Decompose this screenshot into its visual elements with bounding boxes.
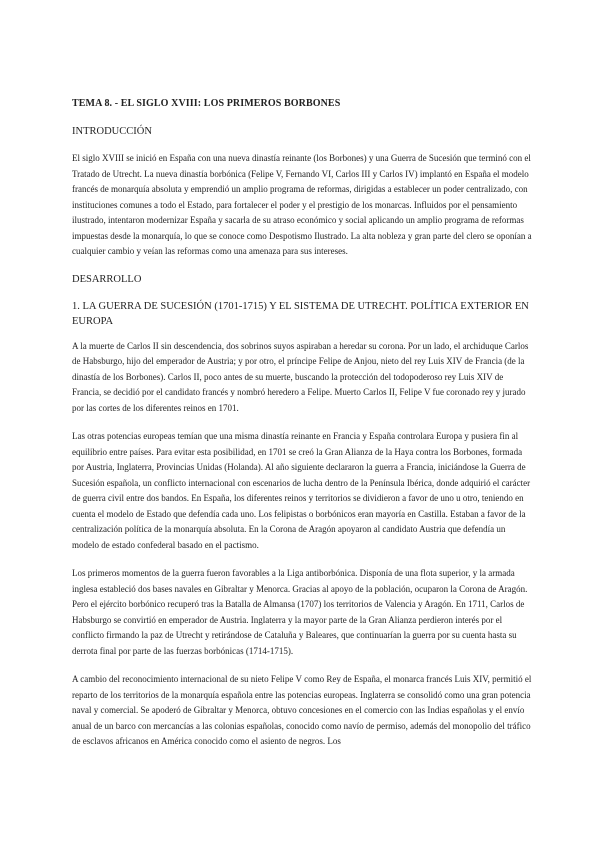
- document-title: TEMA 8. - EL SIGLO XVIII: LOS PRIMEROS BORBONES: [72, 98, 341, 109]
- paragraph-war-development: Los primeros momentos de la guerra fueron favorables a la Liga antiborbónica. Disponía de una flota superior, y la armada inglesa estableció dos bases navales en Gibraltar y Menorca. Gracias al apoyo de la población, ocuparon la Corona de Aragón. Pero el ejército borbónico recuperó tras la Batalla de Almansa (1707) los territorios de Valencia y Aragón. En 1711, Carlos de Habsburgo se convirtió en emperador de Austria. Inglaterra y la mayor parte de la Gran Alianza perdieron interés por el conflicto firmando la paz de Utrecht y retirándose de Cataluña y Baleares, que continuarían la guerra por su cuenta hasta su derrota final por parte de las fuerzas borbónicas (1714-1715).: [72, 568, 528, 656]
- paragraph-european-powers: Las otras potencias europeas temían que una misma dinastía reinante en Francia y España controlara Europa y pusiera fin al equilibrio entre países. Para evitar esta posibilidad, en 1701 se creó la Gran Alianza de la Haya contra los Borbones, formada por Austria, Inglaterra, Provincias Unidas (Holanda). Al año siguiente declararon la guerra a Francia, iniciándose la Guerra de Sucesión española, un conflicto internacional con escenarios de lucha dentro de la Península Ibérica, donde adquirió el carácter de guerra civil entre dos bandos. En España, los diferentes reinos y territorios se dividieron a favor de uno u otro, teniendo en cuenta el modelo de Estado que defendía cada uno. Los felipistas o borbónicos eran mayoría en Castilla. Estaban a favor de la centralización política de la monarquía absoluta. En la Corona de Aragón apoyaron al candidato Austria que defendía un modelo de estado confederal basado en el pactismo.: [72, 431, 531, 550]
- subsection-1-heading: 1. LA GUERRA DE SUCESIÓN (1701-1715) Y EL SISTEMA DE UTRECHT. POLÍTICA EXTERIOR EN EUROPA: [72, 300, 529, 327]
- intro-heading: INTRODUCCIÓN: [72, 126, 152, 137]
- paragraph-utrecht-treaty: A cambio del reconocimiento internacional de su nieto Felipe V como Rey de España, el monarca francés Luis XIV, permitió el reparto de los territorios de la monarquía española entre las potencias europeas. Inglaterra se consolidó como una gran potencia naval y comercial. Se apoderó de Gibraltar y Menorca, obtuvo concesiones en el comercio con las Indias españolas y el envío anual de un barco con mercancías a las colonias españolas, conocido como navío de permiso, además del monopolio del tráfico de esclavos africanos en América conocido como el asiento de negros. Los: [72, 674, 532, 746]
- development-heading: DESARROLLO: [72, 273, 142, 285]
- document-page: [72, 97, 532, 762]
- paragraph-succession-heirs: A la muerte de Carlos II sin descendencia, dos sobrinos suyos aspiraban a heredar su corona. Por un lado, el archiduque Carlos de Habsburgo, hijo del emperador de Austria; y por otro, el príncipe Felipe de Anjou, nieto del rey Luis XIV de Francia (de la dinastía de los Borbones). Carlos II, poco antes de su muerte, buscando la protección del todopoderoso rey Luis XIV de Francia, se decidió por el candidato francés y nombró heredero a Felipe. Muerto Carlos II, Felipe V fue coronado rey y jurado por las cortes de los diferentes reinos en 1701.: [72, 340, 529, 413]
- intro-paragraph: El siglo XVIII se inició en España con una nueva dinastía reinante (los Borbones) y una Guerra de Sucesión que terminó con el Tratado de Utrecht. La nueva dinastía borbónica (Felipe V, Fernando VI, Carlos III y Carlos IV) implantó en España el modelo francés de monarquía absoluta y emprendió un amplio programa de reformas, dirigidas a establecer un poder centralizado, con instituciones comunes a todo el Estado, para fortalecer el poder y el prestigio de los monarcas. Influidos por el pensamiento ilustrado, intentaron modernizar España y sacarla de su atraso económico y social aplicando un amplio programa de reformas impuestas desde la monarquía, lo que se conoce como Despotismo Ilustrado. La alta nobleza y gran parte del clero se oponían a cualquier cambio y veían las reformas como una amenaza para sus intereses.: [72, 153, 532, 256]
